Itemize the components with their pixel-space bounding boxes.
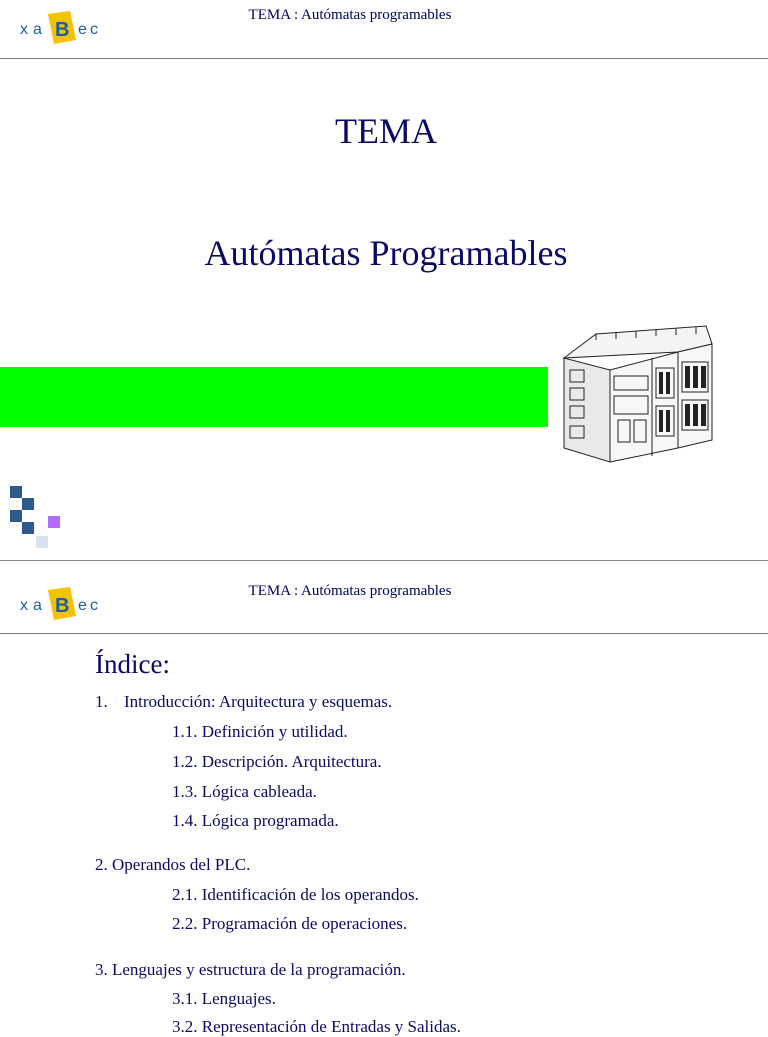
toc-item: 1.4. Lógica programada.: [172, 811, 339, 830]
toc-item: 1.1. Definición y utilidad.: [172, 722, 348, 741]
svg-text:x: x: [20, 21, 28, 38]
svg-text:a: a: [33, 21, 42, 38]
toc-item: 1.2. Descripción. Arquitectura.: [172, 752, 382, 771]
slide-title-line2: Autómatas Programables: [204, 233, 568, 273]
svg-text:B: B: [55, 19, 70, 41]
header-divider: [0, 58, 768, 59]
svg-text:e: e: [78, 21, 87, 38]
toc-item-text: Introducción: Arquitectura y esquemas.: [124, 692, 393, 711]
index-heading: Índice:: [95, 649, 170, 679]
toc-item-number: 1.: [95, 692, 108, 711]
header-title: TEMA : Autómatas programables: [248, 583, 452, 599]
svg-text:c: c: [90, 21, 98, 38]
deco-square: [22, 498, 34, 510]
svg-text:B: B: [55, 595, 70, 617]
svg-text:a: a: [33, 597, 42, 614]
deco-square: [10, 510, 22, 522]
toc-item: [95, 692, 392, 712]
plc-module-image: [556, 322, 718, 464]
toc-item: 3. Lenguajes y estructura de la programación.: [95, 960, 406, 979]
toc-item: 2. Operandos del PLC.: [95, 855, 251, 874]
slide-title-line1: TEMA: [335, 111, 437, 151]
deco-square: [22, 522, 34, 534]
svg-text:x: x: [20, 597, 28, 614]
toc-item: 2.1. Identificación de los operandos.: [172, 885, 419, 904]
header-divider: [0, 633, 768, 634]
slide-index: [0, 561, 768, 1036]
svg-text:c: c: [90, 597, 98, 614]
toc-item: 3.2. Representación de Entradas y Salidas.: [172, 1017, 461, 1036]
deco-square: [36, 536, 48, 548]
green-accent-band: [0, 367, 548, 427]
svg-text:e: e: [78, 597, 87, 614]
toc-item: 3.1. Lenguajes.: [172, 989, 276, 1008]
toc-item: 2.2. Programación de operaciones.: [172, 914, 408, 933]
deco-square: [48, 516, 60, 528]
toc-item: 1.3. Lógica cableada.: [172, 782, 317, 801]
deco-square: [10, 486, 22, 498]
header-title: TEMA : Autómatas programables: [248, 7, 452, 23]
